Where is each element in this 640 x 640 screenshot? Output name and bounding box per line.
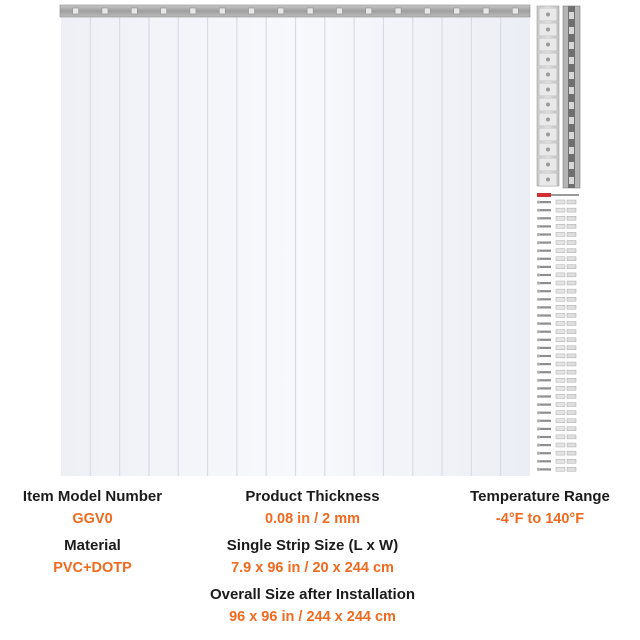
bracket-hole	[546, 13, 550, 17]
rail-hook	[483, 8, 489, 14]
rail-hook	[190, 8, 196, 14]
screw-head	[537, 209, 540, 212]
anchor	[556, 313, 565, 317]
rail-hook	[249, 8, 255, 14]
spec-overall-size	[185, 586, 440, 626]
rail-slot	[569, 162, 574, 169]
screw-head	[537, 435, 540, 438]
screw-head	[537, 225, 540, 228]
anchor	[567, 354, 576, 358]
thickness-value: 0.08 in / 2 mm	[264, 511, 361, 527]
screw-head	[537, 265, 540, 268]
anchor	[567, 338, 576, 342]
rail-hook	[161, 8, 167, 14]
anchor	[556, 378, 565, 382]
rail-hook	[278, 8, 284, 14]
screw-head	[537, 371, 540, 374]
rail-hook	[102, 8, 108, 14]
spec-strip-size	[185, 537, 440, 577]
rail-hook	[336, 8, 342, 14]
rail-slot	[569, 87, 574, 94]
screw-head	[537, 273, 540, 276]
bracket-hole	[546, 88, 550, 92]
item-model-label: Item Model Number	[22, 488, 163, 505]
mounting-rail	[60, 5, 530, 17]
screw-head	[537, 363, 540, 366]
anchor	[567, 305, 576, 309]
bracket-hole	[546, 73, 550, 77]
anchor	[556, 370, 565, 374]
screw-head	[537, 282, 540, 285]
anchor	[567, 394, 576, 398]
anchor	[556, 354, 565, 358]
bracket-hole	[546, 133, 550, 137]
strip-size-value: 7.9 x 96 in / 20 x 244 cm	[231, 560, 394, 576]
temperature-label: Temperature Range	[470, 488, 610, 505]
thickness-label: Product Thickness	[245, 488, 380, 505]
screw-head	[537, 419, 540, 422]
anchor	[556, 289, 565, 293]
anchor	[567, 378, 576, 382]
screw-head	[537, 444, 540, 447]
rail-hook	[512, 8, 518, 14]
screw-head	[537, 241, 540, 244]
mounting-brackets	[537, 6, 580, 188]
anchor	[567, 249, 576, 253]
anchor	[556, 346, 565, 350]
anchor	[567, 427, 576, 431]
anchor	[556, 419, 565, 423]
pvc-strip-curtain	[61, 14, 530, 476]
bracket-hole	[546, 103, 550, 107]
bracket-hole	[546, 28, 550, 32]
anchor	[556, 427, 565, 431]
anchor	[556, 281, 565, 285]
screw-head	[537, 452, 540, 455]
anchor	[556, 273, 565, 277]
screw-head	[537, 249, 540, 252]
screw-head	[537, 298, 540, 301]
anchor	[567, 257, 576, 261]
anchor	[567, 362, 576, 366]
screw-head	[537, 338, 540, 341]
anchor	[556, 386, 565, 390]
overall-size-label: Overall Size after Installation	[209, 586, 416, 603]
screwdriver-bit	[537, 193, 551, 197]
anchor	[567, 281, 576, 285]
anchor	[567, 265, 576, 269]
screw-head	[537, 387, 540, 390]
anchor	[556, 338, 565, 342]
spec-temperature	[440, 488, 640, 528]
anchor	[567, 386, 576, 390]
anchor	[567, 200, 576, 204]
rail-slot	[569, 42, 574, 49]
anchor	[567, 459, 576, 463]
bracket-hole	[546, 163, 550, 167]
anchor	[567, 435, 576, 439]
anchor	[567, 451, 576, 455]
screw-head	[537, 233, 540, 236]
anchor	[567, 322, 576, 326]
anchor	[556, 208, 565, 212]
installation-hardware	[537, 193, 579, 471]
rail-slot	[569, 117, 574, 124]
anchor	[567, 370, 576, 374]
screw-head	[537, 411, 540, 414]
rail-hook	[219, 8, 225, 14]
screw-head	[537, 468, 540, 471]
anchor	[556, 411, 565, 415]
bracket-hole	[546, 178, 550, 182]
anchor	[556, 297, 565, 301]
spec-item-model	[0, 488, 185, 528]
anchor	[567, 419, 576, 423]
screw-head	[537, 306, 540, 309]
anchor	[556, 322, 565, 326]
anchor	[556, 394, 565, 398]
screw-head	[537, 354, 540, 357]
screw-head	[537, 322, 540, 325]
screw-head	[537, 379, 540, 382]
anchor	[556, 200, 565, 204]
rail-hook	[307, 8, 313, 14]
screw-anchor-rows	[537, 200, 576, 471]
screw-head	[537, 403, 540, 406]
anchor	[567, 403, 576, 407]
screw-head	[537, 427, 540, 430]
anchor	[556, 249, 565, 253]
rail-slot	[569, 12, 574, 19]
rail-slot	[569, 132, 574, 139]
spec-thickness	[185, 488, 440, 528]
material-value: PVC+DOTP	[53, 560, 132, 576]
rail-slot	[569, 102, 574, 109]
anchor	[556, 362, 565, 366]
anchor	[567, 241, 576, 245]
anchor	[556, 265, 565, 269]
anchor	[567, 313, 576, 317]
rail-slot	[569, 177, 574, 184]
item-model-value: GGV0	[72, 511, 113, 527]
anchor	[556, 451, 565, 455]
anchor	[556, 216, 565, 220]
anchor	[556, 224, 565, 228]
strip-size-label: Single Strip Size (L x W)	[226, 537, 399, 554]
anchor	[567, 273, 576, 277]
rail-slot	[569, 72, 574, 79]
screw-head	[537, 460, 540, 463]
rail-hook	[424, 8, 430, 14]
screw-head	[537, 330, 540, 333]
anchor	[556, 459, 565, 463]
rail-hook	[395, 8, 401, 14]
rail-hook	[73, 8, 79, 14]
anchor	[567, 443, 576, 447]
bracket-hole	[546, 118, 550, 122]
screw-head	[537, 201, 540, 204]
rail-slot	[569, 147, 574, 154]
rail-hook	[131, 8, 137, 14]
anchor	[567, 232, 576, 236]
overall-size-value: 96 x 96 in / 244 x 244 cm	[229, 609, 396, 625]
anchor	[556, 257, 565, 261]
rail-hook	[454, 8, 460, 14]
anchor	[556, 403, 565, 407]
anchor	[567, 289, 576, 293]
anchor	[567, 297, 576, 301]
anchor	[567, 208, 576, 212]
bracket-hole	[546, 148, 550, 152]
screw-head	[537, 217, 540, 220]
anchor	[556, 443, 565, 447]
bracket-hole	[546, 58, 550, 62]
screw-head	[537, 395, 540, 398]
anchor	[556, 330, 565, 334]
anchor	[556, 435, 565, 439]
temperature-value: -4°F to 140°F	[495, 511, 585, 527]
screw-head	[537, 257, 540, 260]
anchor	[567, 346, 576, 350]
anchor	[567, 330, 576, 334]
anchor	[556, 232, 565, 236]
material-label: Material	[64, 537, 121, 554]
screw-head	[537, 346, 540, 349]
screw-head	[537, 314, 540, 317]
anchor	[556, 241, 565, 245]
anchor	[567, 224, 576, 228]
rail-slot	[569, 27, 574, 34]
anchor	[567, 411, 576, 415]
rail-hook	[366, 8, 372, 14]
screw-head	[537, 290, 540, 293]
rail-slot	[569, 57, 574, 64]
spec-material	[0, 537, 185, 577]
anchor	[567, 467, 576, 471]
anchor	[567, 216, 576, 220]
anchor	[556, 305, 565, 309]
anchor	[556, 467, 565, 471]
bracket-hole	[546, 43, 550, 47]
